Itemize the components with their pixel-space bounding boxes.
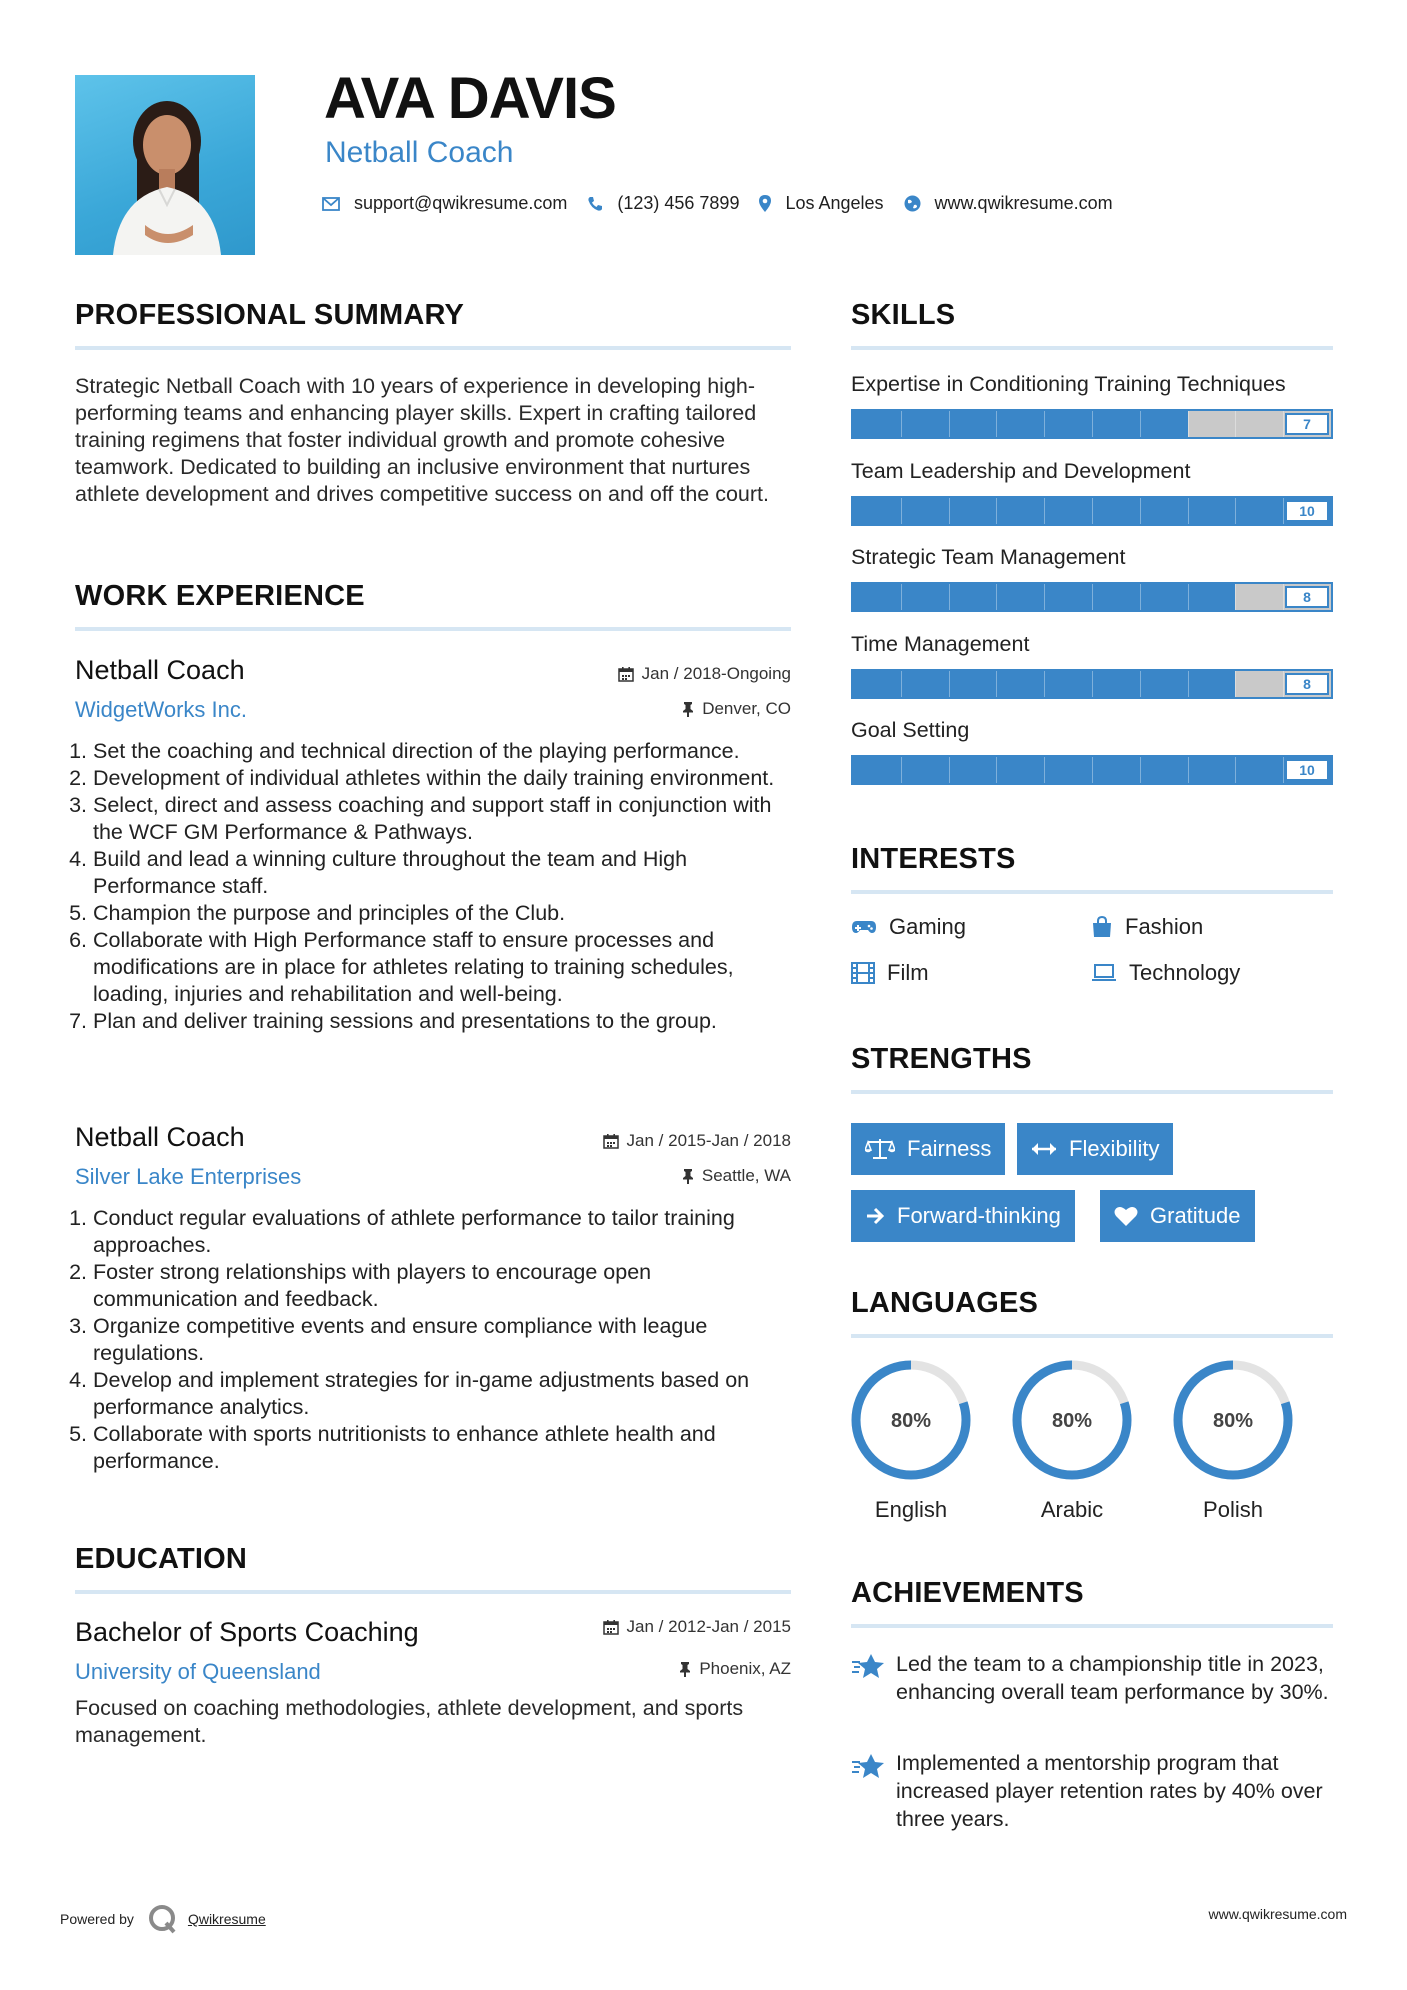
- strength-flexibility: [1017, 1123, 1173, 1175]
- skill-bar-segment: [1188, 757, 1189, 783]
- skill-score: 10: [1285, 500, 1329, 522]
- skill-bar-segment: [1235, 584, 1236, 610]
- skill-item: [851, 372, 1333, 439]
- skill-bar-segment: [1044, 498, 1045, 524]
- email-text: support@qwikresume.com: [354, 193, 568, 213]
- envelope-icon: [322, 197, 340, 211]
- globe-icon: [904, 195, 921, 212]
- skill-bar-segment: [1092, 411, 1093, 437]
- language-name: English: [874, 1497, 948, 1522]
- skill-bar-segment: [901, 757, 902, 783]
- language-percent: 80%: [1212, 1410, 1254, 1432]
- language-ring: [849, 1358, 973, 1482]
- skill-bar-segment: [901, 584, 902, 610]
- interest-technology: [1091, 960, 1240, 986]
- interests-heading: INTERESTS: [851, 843, 1016, 875]
- skill-bar-segment: [1188, 498, 1189, 524]
- shooting-star-icon: [851, 1652, 887, 1680]
- language-item: [1010, 1358, 1134, 1523]
- skill-bar-segment: [1092, 498, 1093, 524]
- company-name: WidgetWorks Inc.: [75, 697, 247, 722]
- skill-bar-segment: [949, 498, 950, 524]
- skill-bar-segment: [901, 498, 902, 524]
- gamepad-icon: [851, 919, 877, 935]
- school-name: University of Queensland: [75, 1659, 321, 1684]
- list-item: 3. Organize competitive events and ensure compliance with league regulations.: [93, 1313, 791, 1367]
- list-item: 3. Select, direct and assess coaching and support staff in conjunction with the WCF GM Performance & Pathways.: [93, 792, 791, 846]
- laptop-icon: [1091, 963, 1117, 983]
- skill-score: 7: [1285, 413, 1329, 435]
- interest-film: [851, 960, 929, 986]
- interest-label: Fashion: [1125, 914, 1204, 939]
- skill-name: Strategic Team Management: [851, 545, 1126, 569]
- skill-bar-segment: [1092, 757, 1093, 783]
- profile-photo: [75, 75, 255, 255]
- strength-label: Flexibility: [1069, 1136, 1160, 1161]
- calendar-icon: [603, 1619, 619, 1635]
- skill-name: Expertise in Conditioning Training Techniques: [851, 372, 1286, 396]
- achievement-star-icon: [851, 1752, 887, 1785]
- job-bullets: [75, 738, 791, 1035]
- skill-name: Goal Setting: [851, 718, 970, 742]
- phone-text: (123) 456 7899: [617, 193, 740, 213]
- skill-score: 8: [1285, 673, 1329, 695]
- skill-name: Time Management: [851, 631, 1030, 656]
- website-text: www.qwikresume.com: [934, 193, 1113, 213]
- company-name: Silver Lake Enterprises: [75, 1164, 302, 1189]
- languages-heading: LANGUAGES: [851, 1287, 1039, 1319]
- skill-score: 8: [1285, 586, 1329, 608]
- skill-bar-segment: [1140, 757, 1141, 783]
- skill-bar-segment: [996, 757, 997, 783]
- skill-bar-segment: [1044, 584, 1045, 610]
- pushpin-icon: [679, 1661, 691, 1677]
- calendar-icon: [618, 666, 634, 682]
- footer-powered-by: [60, 1904, 266, 1934]
- job-dates-text: Jan / 2015-Jan / 2018: [626, 1131, 791, 1150]
- job-dates: [480, 1131, 791, 1151]
- list-item: 1. Set the coaching and technical direction of the playing performance.: [93, 738, 791, 765]
- skill-bar-segment: [1092, 671, 1093, 697]
- language-item: [1171, 1358, 1295, 1523]
- balance-scale-icon: [865, 1138, 895, 1160]
- language-name: Arabic: [1040, 1497, 1104, 1522]
- skill-item: [851, 459, 1333, 526]
- powered-by-text: Powered by: [60, 1911, 134, 1927]
- skill-bar-segment: [1188, 671, 1189, 697]
- skill-bar: [851, 409, 1333, 439]
- skill-bar-segment: [949, 671, 950, 697]
- achievement-item: Led the team to a championship title in 2023, enhancing overall team performance by 30%.: [896, 1652, 1329, 1704]
- contact-location: [759, 193, 883, 214]
- skill-score: 10: [1285, 759, 1329, 781]
- arrows-horizontal-icon: [1031, 1142, 1057, 1156]
- experience-heading: WORK EXPERIENCE: [75, 580, 365, 612]
- skill-bar-segment: [1235, 757, 1236, 783]
- summary-text: Strategic Netball Coach with 10 years of experience in developing high-performing teams and enhancing player skills. Expert in crafting tailored training regimens that foster individual growth and promote cohesive teamwork. Dedicated to building an inclusive environment that nurtures athlete development and drives competitive success on and off the court.: [75, 374, 769, 506]
- skill-bar-segment: [1140, 411, 1141, 437]
- skill-bar-segment: [996, 671, 997, 697]
- arrow-right-icon: [865, 1206, 885, 1226]
- job-location: [480, 699, 791, 719]
- contact-email[interactable]: [322, 193, 567, 214]
- skill-item: [851, 632, 1333, 699]
- skill-bar-segment: [996, 498, 997, 524]
- education-dates-text: Jan / 2012-Jan / 2015: [626, 1617, 791, 1636]
- list-item: 5. Champion the purpose and principles of the Club.: [93, 900, 791, 927]
- skill-item: [851, 545, 1333, 612]
- list-item: 4. Build and lead a winning culture throughout the team and High Performance staff.: [93, 846, 791, 900]
- interest-label: Technology: [1129, 960, 1241, 985]
- achievements-heading: ACHIEVEMENTS: [851, 1577, 1084, 1609]
- achievements-rule: [851, 1624, 1333, 1628]
- education-heading: EDUCATION: [75, 1543, 248, 1575]
- contact-website[interactable]: [904, 193, 1113, 214]
- skill-name: Team Leadership and Development: [851, 458, 1191, 483]
- job-location-text: Seattle, WA: [701, 1166, 791, 1185]
- skill-bar-fill: [853, 411, 1188, 437]
- qwikresume-link[interactable]: Qwikresume: [187, 1911, 266, 1927]
- footer-url[interactable]: www.qwikresume.com: [1208, 1906, 1347, 1922]
- skill-bar-segment: [1188, 584, 1189, 610]
- language-name: Polish: [1203, 1497, 1263, 1522]
- education-location: [480, 1659, 791, 1679]
- phone-icon: [587, 196, 603, 212]
- contact-phone[interactable]: [587, 193, 739, 214]
- job-location-text: Denver, CO: [702, 699, 791, 718]
- skill-bar-segment: [1235, 411, 1236, 437]
- skill-bar-segment: [1140, 498, 1141, 524]
- contact-bar: [322, 193, 1133, 214]
- job-dates-text: Jan / 2018-Ongoing: [641, 664, 791, 683]
- interest-gaming: [851, 914, 966, 940]
- skill-bar: [851, 496, 1333, 526]
- candidate-title: Netball Coach: [325, 136, 514, 169]
- heart-icon: [1114, 1205, 1138, 1227]
- list-item: 6. Collaborate with High Performance staff to ensure processes and modifications are in place for athletes relating to training schedules, loading, injuries and rehabilitation and well-being.: [93, 927, 791, 1008]
- interests-rule: [851, 890, 1333, 894]
- skill-item: [851, 718, 1333, 785]
- list-item: 7. Plan and deliver training sessions and presentations to the group.: [93, 1008, 791, 1035]
- skill-bar-segment: [1235, 671, 1236, 697]
- language-percent: 80%: [890, 1410, 932, 1432]
- skill-bar-segment: [1092, 584, 1093, 610]
- strength-forward-thinking: [851, 1190, 1075, 1242]
- achievement-star-icon: [851, 1652, 887, 1685]
- interest-label: Gaming: [889, 914, 967, 939]
- skill-bar: [851, 755, 1333, 785]
- skill-bar: [851, 582, 1333, 612]
- list-item: 2. Foster strong relationships with players to encourage open communication and feedback.: [93, 1259, 791, 1313]
- strength-gratitude: [1100, 1190, 1255, 1242]
- list-item: 2. Development of individual athletes within the daily training environment.: [93, 765, 791, 792]
- map-marker-icon: [759, 195, 771, 212]
- strength-label: Forward-thinking: [897, 1203, 1061, 1228]
- strength-label: Gratitude: [1150, 1203, 1241, 1228]
- list-item: 5. Collaborate with sports nutritionists to enhance athlete health and performance.: [93, 1421, 791, 1475]
- skill-bar-segment: [901, 411, 902, 437]
- skill-bar-segment: [901, 671, 902, 697]
- degree-title: Bachelor of Sports Coaching: [75, 1617, 419, 1647]
- interest-fashion: [1091, 914, 1203, 940]
- education-rule: [75, 1590, 791, 1594]
- job-dates: [480, 664, 791, 684]
- summary-heading: PROFESSIONAL SUMMARY: [75, 299, 465, 331]
- film-icon: [851, 962, 875, 984]
- skill-bar-segment: [1044, 411, 1045, 437]
- skill-bar-segment: [996, 411, 997, 437]
- languages-rule: [851, 1334, 1333, 1338]
- strength-fairness: [851, 1123, 1005, 1175]
- education-description: Focused on coaching methodologies, athlete development, and sports management.: [75, 1696, 744, 1747]
- interest-label: Film: [887, 960, 929, 985]
- candidate-name: AVA DAVIS: [324, 66, 616, 131]
- skill-bar: [851, 669, 1333, 699]
- job-title: Netball Coach: [75, 1122, 245, 1152]
- shopping-bag-icon: [1091, 916, 1113, 938]
- job-location: [480, 1166, 791, 1186]
- skill-bar-segment: [1140, 671, 1141, 697]
- skills-heading: SKILLS: [851, 299, 956, 331]
- education-dates: [480, 1617, 791, 1637]
- language-ring: [1010, 1358, 1134, 1482]
- education-location-text: Phoenix, AZ: [699, 1659, 791, 1678]
- languages-list: [849, 1358, 1339, 1528]
- list-item: 1. Conduct regular evaluations of athlete performance to tailor training approaches.: [93, 1205, 791, 1259]
- skill-bar-segment: [949, 757, 950, 783]
- experience-rule: [75, 627, 791, 631]
- language-percent: 80%: [1051, 1410, 1093, 1432]
- skill-bar-segment: [1044, 757, 1045, 783]
- summary-rule: [75, 346, 791, 350]
- skills-rule: [851, 346, 1333, 350]
- job-title: Netball Coach: [75, 655, 245, 685]
- skill-bar-segment: [996, 584, 997, 610]
- language-item: [849, 1358, 973, 1523]
- strength-label: Fairness: [907, 1136, 992, 1161]
- shooting-star-icon: [851, 1752, 887, 1780]
- job-bullets: [75, 1205, 791, 1475]
- language-ring: [1171, 1358, 1295, 1482]
- skill-bar-segment: [949, 411, 950, 437]
- pushpin-icon: [682, 1168, 694, 1184]
- skill-bar-segment: [949, 584, 950, 610]
- location-text: Los Angeles: [785, 193, 884, 213]
- strengths-heading: STRENGTHS: [851, 1043, 1032, 1075]
- skill-bar-segment: [1044, 671, 1045, 697]
- qwikresume-logo-icon: [148, 1904, 178, 1934]
- calendar-icon: [603, 1133, 619, 1149]
- skill-bar-segment: [1188, 411, 1189, 437]
- skill-bar-segment: [1235, 498, 1236, 524]
- pushpin-icon: [682, 701, 694, 717]
- strengths-rule: [851, 1090, 1333, 1094]
- list-item: 4. Develop and implement strategies for in-game adjustments based on performance analytics.: [93, 1367, 791, 1421]
- person-portrait-icon: [75, 75, 255, 255]
- skill-bar-segment: [1140, 584, 1141, 610]
- achievement-item: Implemented a mentorship program that increased player retention rates by 40% over three years.: [896, 1751, 1323, 1831]
